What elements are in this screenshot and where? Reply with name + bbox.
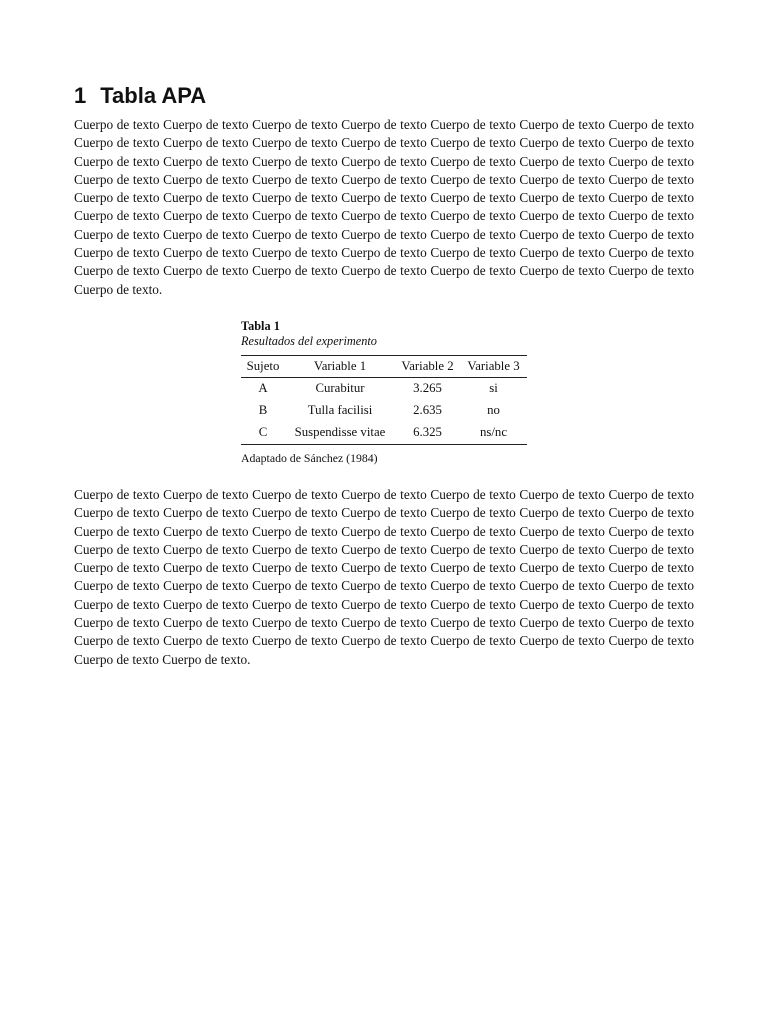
table-cell: 2.635	[413, 403, 442, 418]
table-title: Resultados del experimento	[241, 333, 377, 348]
table-cell: C	[241, 422, 285, 445]
table-header-cell: Variable 1	[285, 355, 395, 377]
table-cell: B	[258, 403, 268, 418]
table-cell: Curabitur	[315, 381, 365, 396]
table-cell: A	[258, 381, 268, 396]
table-cell: Tulla facilisi	[307, 403, 373, 418]
document-page	[74, 82, 694, 669]
table-cell: Suspendisse vitae	[285, 422, 395, 445]
table-header-row	[241, 355, 527, 377]
table-cell: ns/nc	[460, 422, 527, 445]
table-cell: 6.325	[395, 422, 460, 445]
table-row	[241, 400, 527, 422]
table-source-note: Adaptado de Sánchez (1984)	[241, 450, 378, 465]
table-cell: 3.265	[413, 381, 442, 396]
section-number: 1	[74, 83, 87, 108]
table-row	[241, 377, 527, 400]
table-header-cell: Variable 3	[460, 355, 527, 377]
table-label: Tabla 1	[241, 318, 280, 333]
body-paragraph-2: Cuerpo de texto Cuerpo de texto Cuerpo de texto Cuerpo de texto Cuerpo de texto Cuerpo de texto Cuerpo de texto Cuerpo de texto Cuerpo de texto Cuerpo de texto Cuerpo de texto Cuerpo de texto Cuerpo de texto Cuerpo de texto Cuerpo de texto Cuerpo de texto Cuerpo de texto Cuerpo de texto Cuerpo de texto Cuerpo de texto Cuerpo de texto Cuerpo de texto Cuerpo de texto Cuerpo de texto Cuerpo de texto Cuerpo de texto Cuerpo de texto Cuerpo de texto Cuerpo de texto Cuerpo de texto Cuerpo de texto Cuerpo de texto Cuerpo de texto Cuerpo de texto Cuerpo de texto Cuerpo de texto Cuerpo de texto Cuerpo de texto Cuerpo de texto Cuerpo de texto Cuerpo de texto Cuerpo de texto Cuerpo de texto Cuerpo de texto Cuerpo de texto Cuerpo de texto Cuerpo de texto Cuerpo de texto Cuerpo de texto Cuerpo de texto Cuerpo de texto Cuerpo de texto Cuerpo de texto Cuerpo de texto Cuerpo de texto Cuerpo de texto Cuerpo de texto Cuerpo de texto Cuerpo de texto Cuerpo de texto Cuerpo de texto Cuerpo de texto Cuerpo de texto Cuerpo de texto Cuerpo de texto.	[74, 486, 694, 667]
table-header-cell: Sujeto	[241, 355, 285, 377]
apa-table-block	[241, 319, 527, 466]
results-table	[241, 355, 527, 445]
table-cell: si	[489, 381, 498, 396]
body-paragraph-1: Cuerpo de texto Cuerpo de texto Cuerpo de texto Cuerpo de texto Cuerpo de texto Cuerpo de texto Cuerpo de texto Cuerpo de texto Cuerpo de texto Cuerpo de texto Cuerpo de texto Cuerpo de texto Cuerpo de texto Cuerpo de texto Cuerpo de texto Cuerpo de texto Cuerpo de texto Cuerpo de texto Cuerpo de texto Cuerpo de texto Cuerpo de texto Cuerpo de texto Cuerpo de texto Cuerpo de texto Cuerpo de texto Cuerpo de texto Cuerpo de texto Cuerpo de texto Cuerpo de texto Cuerpo de texto Cuerpo de texto Cuerpo de texto Cuerpo de texto Cuerpo de texto Cuerpo de texto Cuerpo de texto Cuerpo de texto Cuerpo de texto Cuerpo de texto Cuerpo de texto Cuerpo de texto Cuerpo de texto Cuerpo de texto Cuerpo de texto Cuerpo de texto Cuerpo de texto Cuerpo de texto Cuerpo de texto Cuerpo de texto Cuerpo de texto Cuerpo de texto Cuerpo de texto Cuerpo de texto Cuerpo de texto Cuerpo de texto Cuerpo de texto Cuerpo de texto Cuerpo de texto Cuerpo de texto Cuerpo de texto Cuerpo de texto Cuerpo de texto Cuerpo de texto Cuerpo de texto.	[74, 117, 694, 297]
table-cell: no	[487, 403, 500, 418]
section-title: Tabla APA	[100, 83, 207, 108]
table-row	[241, 422, 527, 445]
section-heading	[74, 82, 694, 110]
table-header-cell: Variable 2	[395, 355, 460, 377]
